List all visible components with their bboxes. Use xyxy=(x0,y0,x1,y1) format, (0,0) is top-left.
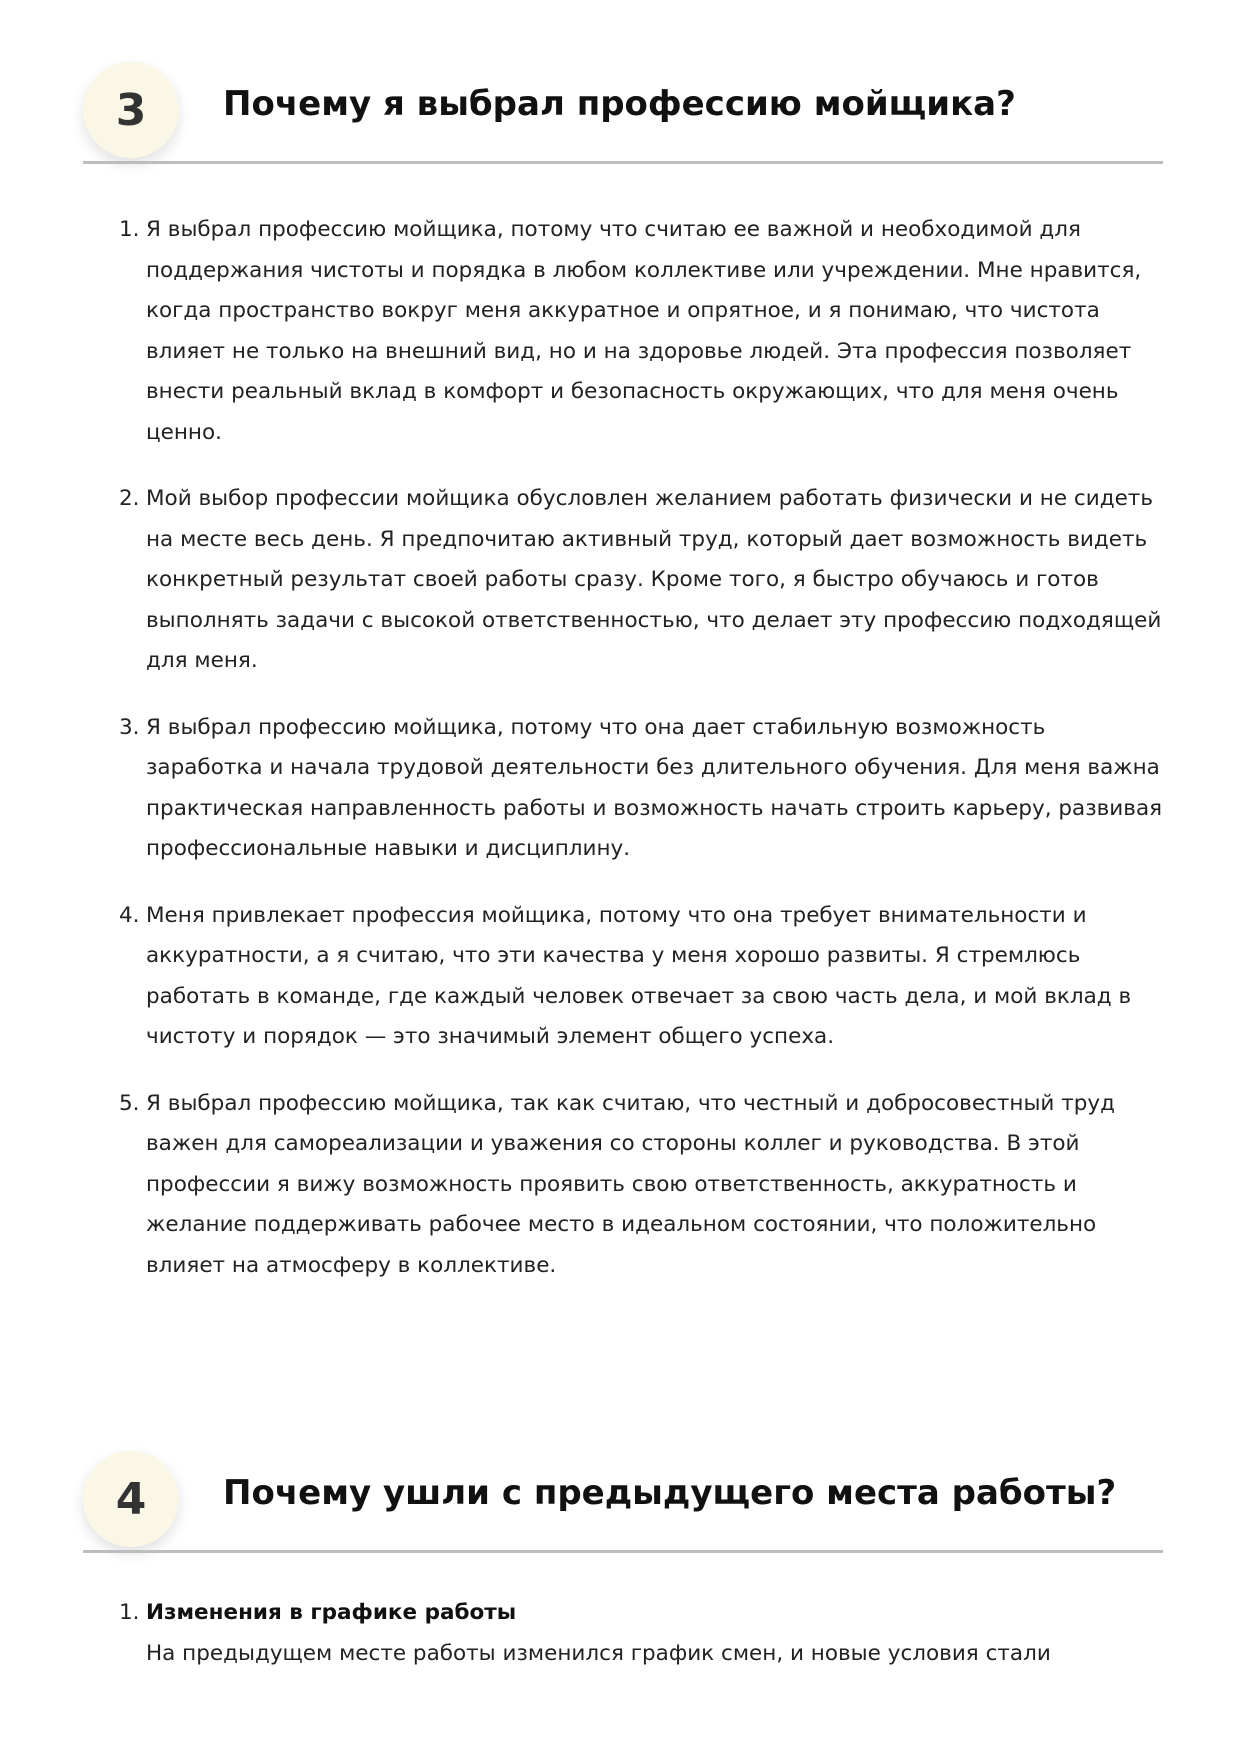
item-number: 1. xyxy=(119,1600,140,1625)
section-header xyxy=(83,54,1163,164)
divider xyxy=(83,1550,1163,1553)
item-number: 5. xyxy=(119,1090,140,1116)
section-title: Почему ушли с предыдущего места работы? xyxy=(223,1473,1117,1513)
list-item xyxy=(83,708,1163,870)
list-item xyxy=(83,1084,1163,1287)
list-item xyxy=(83,479,1163,682)
list-item xyxy=(83,896,1163,1058)
item-text: Я выбрал профессию мойщика, потому что она дает стабильную возможность заработка и начала трудовой деятельности без длительного обучения. Для меня важна практическая направленность работы и возможность начать строить карьеру, развивая профессиональные навыки и дисциплину. xyxy=(146,714,1163,861)
section-4 xyxy=(83,1443,1163,1700)
item-text: Меня привлекает профессия мойщика, потому что она требует внимательности и аккуратности, а я считаю, что эти качества у меня хорошо развиты. Я стремлюсь работать в команде, где каждый человек отвечает за свою часть дела, и мой вклад в чистоту и порядок — это значимый элемент общего успеха. xyxy=(146,902,1132,1049)
list-item xyxy=(83,210,1163,453)
section-number-badge: 4 xyxy=(83,1451,179,1547)
reasons-list xyxy=(83,1593,1163,1674)
divider xyxy=(83,161,1163,164)
item-number: 1. xyxy=(119,217,140,242)
section-header xyxy=(83,1443,1163,1553)
item-heading: Изменения в графике работы xyxy=(146,1600,517,1625)
section-title: Почему я выбрал профессию мойщика? xyxy=(223,84,1016,124)
section-3 xyxy=(83,54,1163,1312)
reasons-list xyxy=(83,210,1163,1286)
item-number: 2. xyxy=(119,486,140,511)
section-number-badge: 3 xyxy=(83,62,179,158)
list-item xyxy=(83,1593,1163,1674)
item-text: Я выбрал профессию мойщика, потому что считаю ее важной и необходимой для поддержания чистоты и порядка в любом коллективе или учреждении. Мне нравится, когда пространство вокруг меня аккуратное и опрятное, и я понимаю, что чистота влияет не только на внешний вид, но и на здоровье людей. Эта профессия позволяет внести реальный вклад в комфорт и безопасность окружающих, что для меня очень ценно. xyxy=(146,217,1142,445)
item-text: Я выбрал профессию мойщика, так как считаю, что честный и добросовестный труд важен для самореализации и уважения со стороны коллег и руководства. В этой профессии я вижу возможность проявить свою ответственность, аккуратность и желание поддерживать рабочее место в идеальном состоянии, что положительно влияет на атмосферу в коллективе. xyxy=(146,1090,1115,1278)
item-number: 4. xyxy=(119,902,140,928)
item-number: 3. xyxy=(119,714,140,740)
item-text: Мой выбор профессии мойщика обусловлен желанием работать физически и не сидеть на месте весь день. Я предпочитаю активный труд, который дает возможность видеть конкретный результат своей работы сразу. Кроме того, я быстро обучаюсь и готов выполнять задачи с высокой ответственностью, что делает эту профессию подходящей для меня. xyxy=(146,486,1162,673)
item-text: На предыдущем месте работы изменился график смен, и новые условия стали xyxy=(146,1640,1051,1666)
